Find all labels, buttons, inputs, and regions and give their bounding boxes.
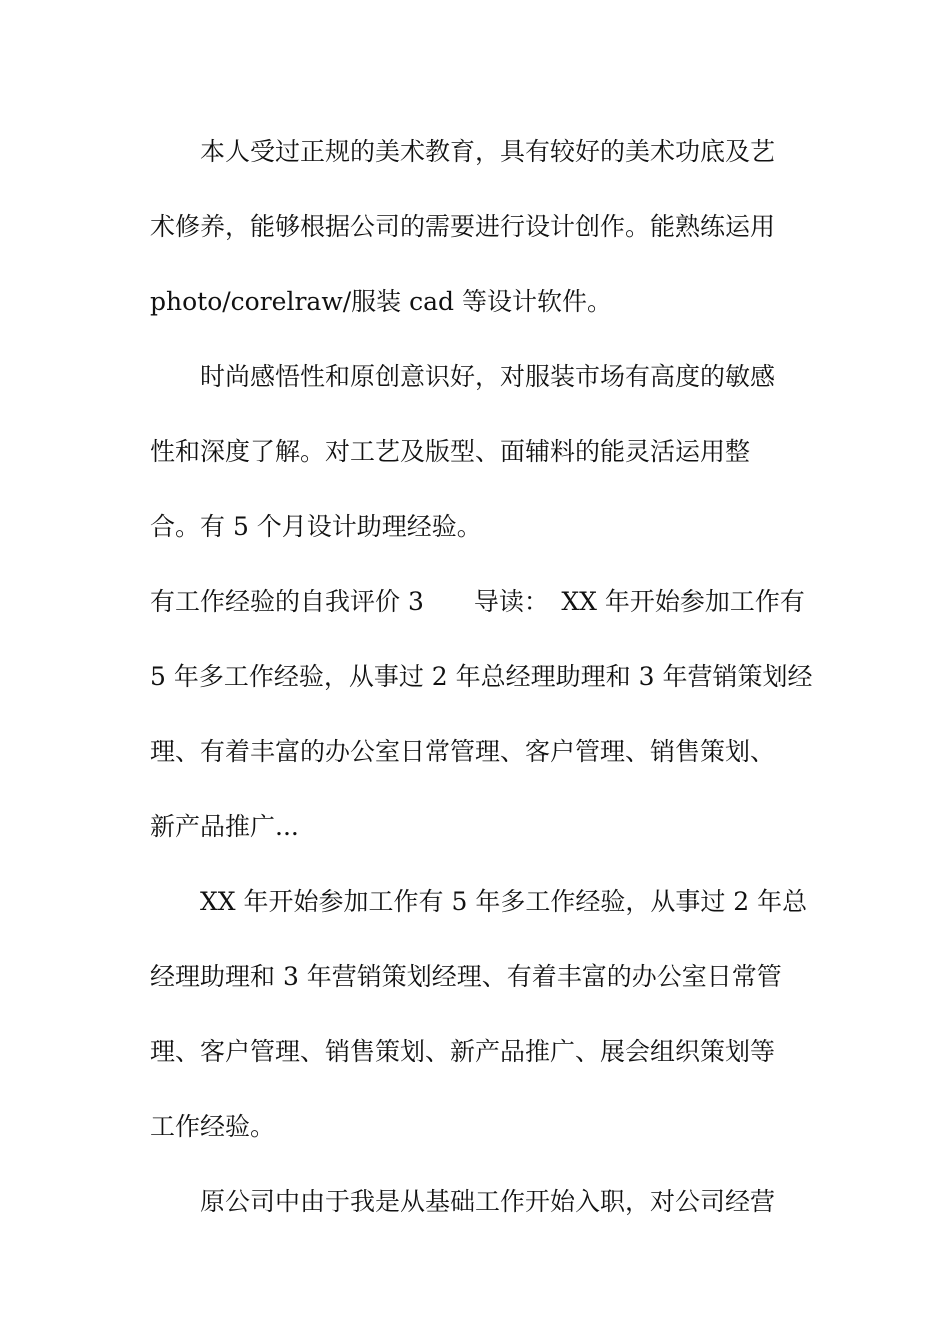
paragraph-1-line-3: photo/corelraw/服装 cad 等设计软件。 — [150, 287, 612, 316]
paragraph-5-line-1: 原公司中由于我是从基础工作开始入职，对公司经营 — [200, 1187, 776, 1216]
paragraph-2-line-3: 合。有 5 个月设计助理经验。 — [150, 512, 482, 541]
section-heading-line: 有工作经验的自我评价 3 导读： XX 年开始参加工作有 — [150, 587, 805, 616]
paragraph-3-line-3: 理、有着丰富的办公室日常管理、客户管理、销售策划、 — [150, 737, 776, 766]
paragraph-3-line-2: 5 年多工作经验，从事过 2 年总经理助理和 3 年营销策划经 — [150, 662, 813, 691]
paragraph-1-line-1: 本人受过正规的美术教育，具有较好的美术功底及艺 — [200, 137, 776, 166]
paragraph-4-line-4: 工作经验。 — [150, 1112, 276, 1141]
paragraph-1-line-2: 术修养，能够根据公司的需要进行设计创作。能熟练运用 — [150, 212, 776, 241]
paragraph-2-line-1: 时尚感悟性和原创意识好，对服装市场有高度的敏感 — [200, 362, 776, 391]
paragraph-4-line-3: 理、客户管理、销售策划、新产品推广、展会组织策划等 — [150, 1037, 776, 1066]
paragraph-4-line-1: XX 年开始参加工作有 5 年多工作经验，从事过 2 年总 — [200, 887, 808, 916]
paragraph-3-line-4: 新产品推广... — [150, 812, 299, 841]
paragraph-4-line-2: 经理助理和 3 年营销策划经理、有着丰富的办公室日常管 — [150, 962, 782, 991]
paragraph-2-line-2: 性和深度了解。对工艺及版型、面辅料的能灵活运用整 — [150, 437, 751, 466]
